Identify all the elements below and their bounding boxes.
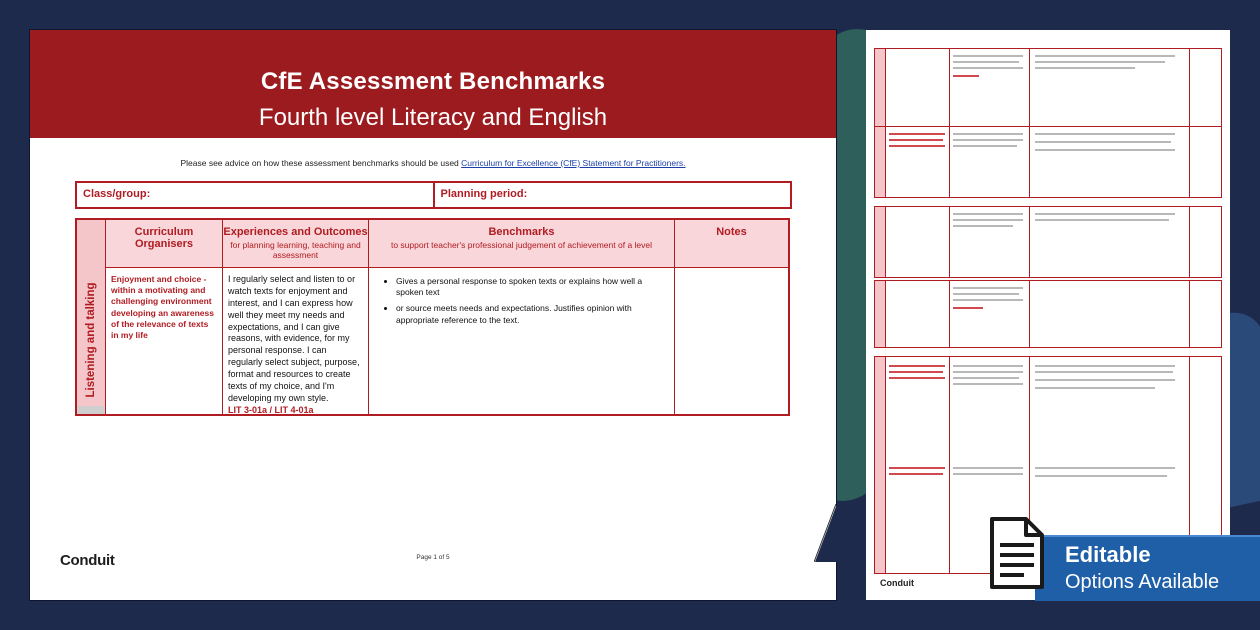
page-number: Page 1 of 5 <box>416 554 450 561</box>
benchmarks-column <box>369 220 675 414</box>
side-foot <box>77 406 105 414</box>
column-header <box>106 220 222 268</box>
column-title: Curriculum Organisers <box>134 226 194 250</box>
advice-text <box>30 158 836 168</box>
experience-cell: I regularly select and listen to or watch texts for enjoyment and interest, and I can express how well they meet my needs and expectations, and I can give reasons, with evidence, for my personal response. I can regularly select subject, purpose, format and resources to create texts of my choice, and I'm developing my own style. <box>228 274 360 403</box>
planning-period-field[interactable]: Planning period: <box>433 183 791 207</box>
preview-table <box>874 126 1222 198</box>
document-page <box>30 30 836 600</box>
class-planning-row <box>75 181 792 209</box>
badge-subtitle: Options Available <box>1065 571 1220 593</box>
preview-table <box>874 280 1222 348</box>
benchmark-item: • Gives a personal response to spoken texts or explains how well a spoken text <box>396 276 669 298</box>
editable-badge[interactable] <box>1035 535 1260 601</box>
class-group-field[interactable]: Class/group: <box>83 188 151 200</box>
page-subtitle: Fourth level Literacy and English <box>258 104 608 131</box>
page-header <box>30 30 836 138</box>
notes-column <box>675 220 788 414</box>
page-title: CfE Assessment Benchmarks <box>260 68 606 95</box>
document-icon <box>984 515 1048 591</box>
experiences-column <box>223 220 369 414</box>
side-label-column <box>77 220 106 414</box>
badge-title: Editable <box>1065 542 1151 567</box>
preview-table <box>874 48 1222 138</box>
preview-table <box>874 206 1222 278</box>
preview-page <box>866 30 1230 600</box>
column-title: Notes <box>716 226 747 238</box>
conduit-logo: Conduit <box>60 552 115 569</box>
notes-cell[interactable] <box>675 268 788 280</box>
benchmark-item: • or source meets needs and expectations. Justifies opinion with appropriate reference to the text. <box>396 303 669 325</box>
column-header <box>369 220 674 268</box>
column-header <box>675 220 788 268</box>
organisers-column <box>106 220 223 414</box>
advice-label: Please see advice on how these assessment benchmarks should be used <box>180 158 462 168</box>
organiser-cell: Enjoyment and choice - within a motivating and challenging environment developing an awareness of the relevance of texts in my life <box>111 274 214 341</box>
column-title: Experiences and Outcomes <box>223 226 368 238</box>
benchmark-table <box>75 218 790 416</box>
benchmark-list <box>374 276 669 326</box>
corner-fold <box>814 504 836 562</box>
column-header <box>223 220 368 268</box>
experience-code: LIT 3-01a / LIT 4-01a <box>228 404 314 415</box>
side-label: Listening and talking <box>85 282 97 398</box>
preview-conduit-logo: Conduit <box>880 578 914 588</box>
column-title: Benchmarks <box>488 226 555 238</box>
column-subtitle: for planning learning, teaching and assessment <box>230 240 361 261</box>
column-subtitle: to support teacher's professional judgement of achievement of a level <box>390 240 653 250</box>
practitioners-link[interactable]: Curriculum for Excellence (CfE) Statement for Practitioners. <box>461 158 686 168</box>
